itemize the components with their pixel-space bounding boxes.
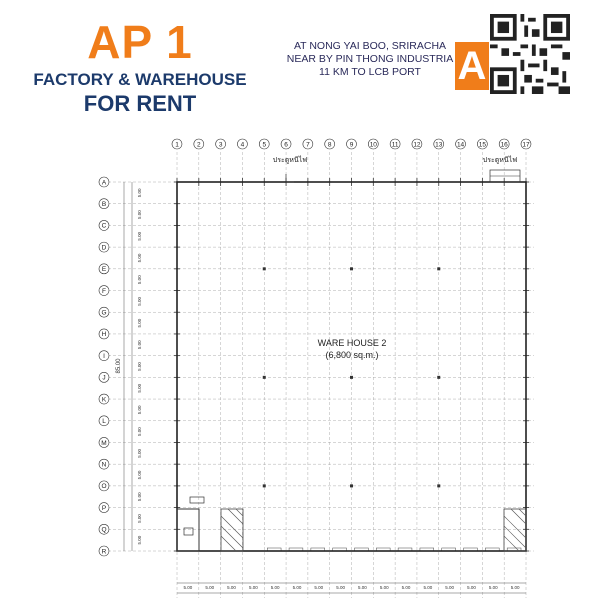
svg-text:D: D (101, 244, 107, 252)
svg-text:L: L (102, 418, 106, 426)
bay-dimension: 5.00 (314, 585, 324, 590)
row-label-G (99, 307, 109, 317)
svg-text:2: 2 (197, 141, 201, 149)
column-label-8 (325, 139, 335, 149)
row-label-B (99, 199, 109, 209)
brand-mark: A (455, 42, 489, 90)
row-label-H (99, 329, 109, 339)
svg-text:G: G (101, 309, 107, 317)
side-dimension: 5.00 (137, 514, 142, 523)
grid-lines (108, 152, 534, 598)
column-label-7 (303, 139, 313, 149)
svg-text:4: 4 (240, 141, 245, 149)
location-line-2: NEAR BY PIN THONG INDUSTRIA (286, 53, 454, 65)
side-dimension: 5.00 (137, 340, 142, 350)
svg-text:H: H (101, 331, 107, 339)
row-label-N (99, 459, 109, 469)
row-axis-labels (99, 177, 109, 556)
svg-text:1: 1 (175, 141, 179, 149)
svg-text:3: 3 (218, 141, 223, 149)
interior-post (437, 484, 440, 487)
interior-post (263, 376, 266, 379)
side-dimension: 5.00 (137, 318, 142, 328)
row-label-L (99, 416, 109, 426)
svg-text:12: 12 (413, 141, 421, 149)
door-label-left: ประตูหนีไฟ (272, 157, 308, 164)
row-label-P (99, 503, 109, 513)
room-name: WARE HOUSE 2 (317, 338, 387, 348)
column-axis-labels (172, 139, 531, 149)
svg-text:I: I (103, 352, 105, 360)
column-label-3 (216, 139, 226, 149)
column-label-2 (194, 139, 204, 149)
total-dimension: 85.00 (116, 358, 122, 374)
side-dimension: 5.00 (137, 427, 142, 437)
svg-text:B: B (101, 201, 107, 209)
side-dimension: 5.00 (137, 470, 142, 480)
bay-dimension: 5.00 (358, 585, 367, 590)
svg-text:O: O (101, 483, 107, 491)
subtitle-type: FACTORY & WAREHOUSE (33, 70, 247, 89)
svg-text:13: 13 (435, 141, 443, 149)
side-dimension: 5.00 (137, 253, 142, 263)
location-line-3: 11 KM TO LCB PORT (319, 66, 421, 78)
floor-plan (0, 128, 600, 600)
door-marker-left (286, 174, 294, 182)
svg-text:11: 11 (391, 141, 399, 149)
bay-dimension: 5.00 (205, 585, 215, 590)
column-label-9 (347, 139, 357, 149)
project-title: AP 1 (87, 16, 193, 68)
column-label-1 (172, 139, 182, 149)
svg-text:N: N (101, 461, 107, 469)
interior-post (350, 376, 353, 379)
column-label-15 (477, 139, 487, 149)
svg-text:14: 14 (456, 141, 465, 149)
door-label-right: ประตูหนีไฟ (482, 157, 518, 164)
loading-bay-right (504, 509, 526, 551)
svg-text:J: J (102, 374, 106, 382)
svg-text:10: 10 (369, 141, 377, 149)
bay-dimension: 5.00 (510, 585, 520, 590)
bay-dimension: 5.00 (423, 585, 433, 590)
svg-text:7: 7 (306, 141, 310, 149)
svg-text:17: 17 (522, 141, 530, 149)
bay-dimension: 5.00 (292, 585, 302, 590)
side-dimension: 5.00 (137, 210, 142, 219)
bay-dimension: 5.00 (248, 585, 258, 590)
column-label-4 (237, 139, 247, 149)
svg-text:16: 16 (500, 141, 508, 149)
loading-bay-left (221, 509, 243, 551)
bay-dimension: 5.00 (227, 585, 236, 590)
svg-text:F: F (102, 287, 106, 295)
bay-dimension: 5.00 (401, 585, 411, 590)
svg-text:6: 6 (284, 141, 288, 149)
column-label-12 (412, 139, 422, 149)
column-label-14 (456, 139, 466, 149)
svg-text:R: R (101, 548, 107, 556)
svg-text:C: C (101, 222, 107, 230)
column-label-5 (259, 139, 269, 149)
side-dimension: 5.00 (137, 448, 142, 458)
row-label-D (99, 242, 109, 252)
row-label-O (99, 481, 109, 491)
row-label-M (99, 437, 109, 447)
row-label-E (99, 264, 109, 274)
svg-text:A: A (101, 179, 107, 187)
svg-text:E: E (101, 266, 107, 274)
bay-dimension: 5.00 (336, 585, 345, 590)
bay-dimension: 5.00 (467, 585, 476, 590)
interior-post (263, 484, 266, 487)
svg-text:15: 15 (478, 141, 486, 149)
column-label-11 (390, 139, 400, 149)
side-dimension: 5.00 (137, 535, 142, 545)
column-label-10 (368, 139, 378, 149)
svg-text:P: P (101, 504, 107, 512)
row-label-A (99, 177, 109, 187)
column-label-17 (521, 139, 531, 149)
row-label-Q (99, 524, 109, 534)
side-dimension: 5.00 (137, 231, 142, 241)
row-label-C (99, 220, 109, 230)
side-dimension: 5.00 (137, 362, 142, 371)
side-dimension: 5.00 (137, 296, 142, 306)
svg-text:Q: Q (101, 526, 107, 534)
subtitle-status: FOR RENT (83, 91, 197, 116)
interior-post (350, 267, 353, 270)
svg-text:K: K (101, 396, 107, 404)
qr-code-icon (490, 14, 570, 94)
column-label-13 (434, 139, 444, 149)
side-dimension: 5.00 (137, 492, 142, 502)
svg-text:9: 9 (349, 141, 354, 149)
side-dimension: 5.00 (137, 188, 142, 198)
row-label-I (99, 351, 109, 361)
row-label-J (99, 372, 109, 382)
column-label-16 (499, 139, 509, 149)
svg-text:M: M (101, 439, 107, 447)
interior-post (263, 267, 266, 270)
office-room (177, 497, 204, 551)
side-dimension: 5.00 (137, 275, 142, 285)
svg-text:5: 5 (262, 141, 267, 149)
room-area: (6,800 sq.m.) (325, 350, 379, 360)
side-dimension: 5.00 (137, 383, 142, 393)
row-label-R (99, 546, 109, 556)
svg-text:8: 8 (327, 141, 332, 149)
bay-dimension: 5.00 (183, 585, 193, 590)
door-marker-right (490, 170, 520, 182)
bay-dimension: 5.00 (379, 585, 389, 590)
bay-dimension: 5.00 (270, 585, 280, 590)
row-label-K (99, 394, 109, 404)
bay-dimension: 5.00 (445, 585, 455, 590)
column-label-6 (281, 139, 291, 149)
side-dimension: 5.00 (137, 405, 142, 415)
location-line-1: AT NONG YAI BOO, SRIRACHA (293, 40, 447, 52)
interior-post (350, 484, 353, 487)
bay-dimension: 5.00 (488, 585, 498, 590)
row-label-F (99, 286, 109, 296)
interior-post (437, 376, 440, 379)
interior-post (437, 267, 440, 270)
